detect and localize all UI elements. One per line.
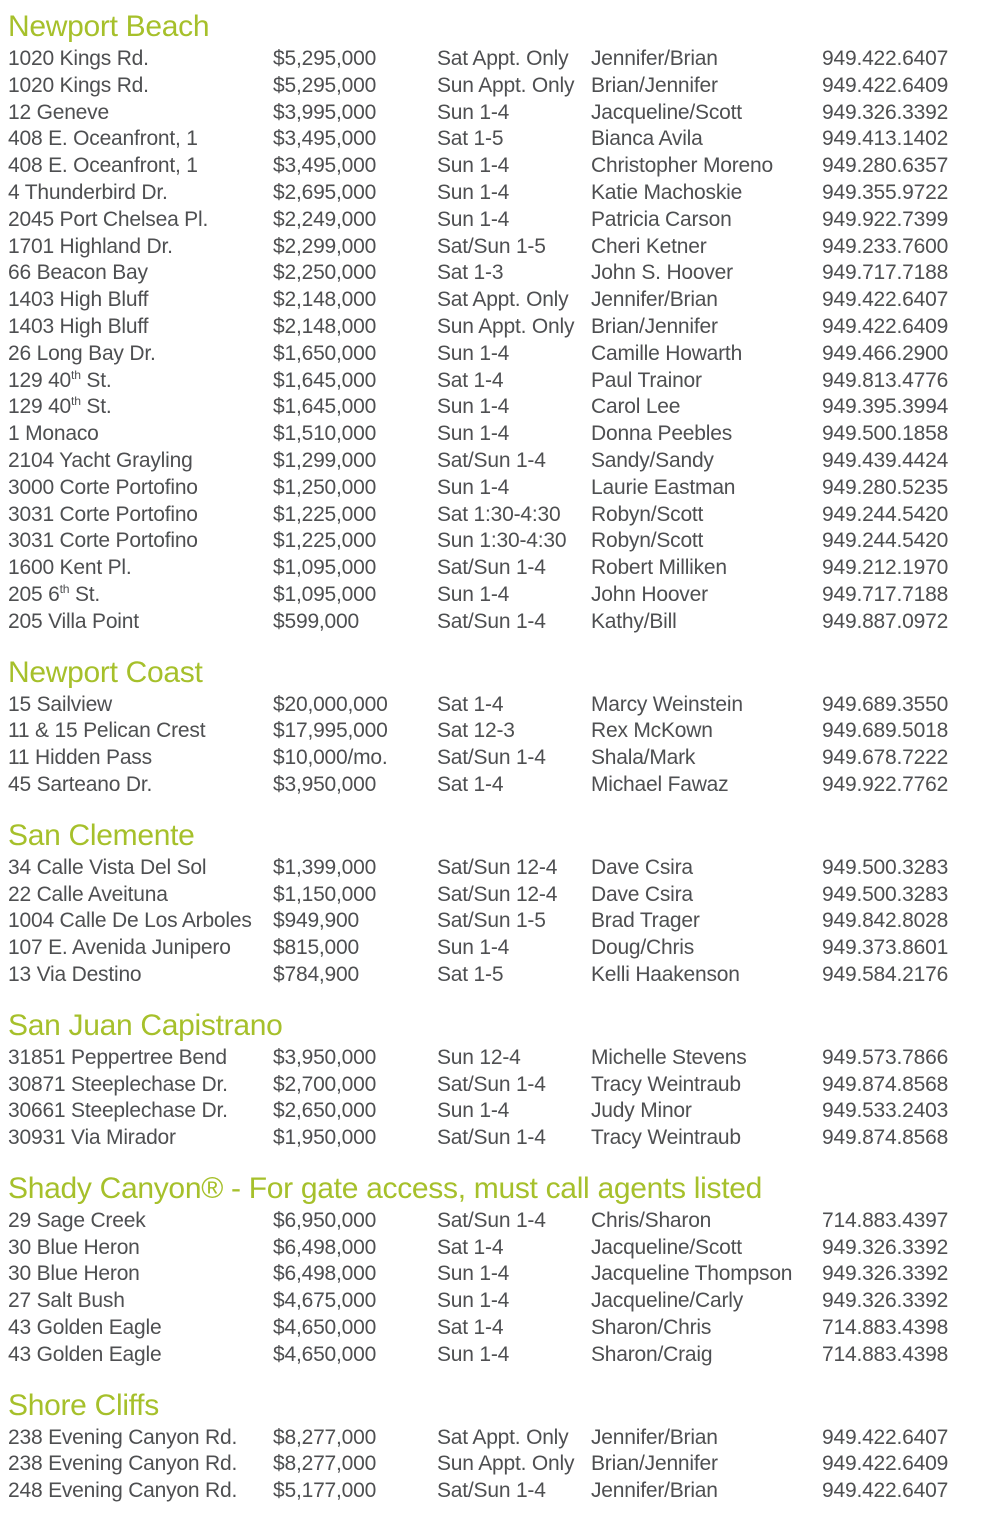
listing-price: $5,295,000	[273, 47, 377, 70]
listing-agent: Chris/Sharon	[591, 1208, 712, 1232]
listing-agent: Dave Csira	[591, 882, 693, 906]
listing-agent: John S. Hoover	[591, 261, 733, 285]
listing-price: $17,995,000	[273, 719, 388, 743]
listing-agent: Judy Minor	[591, 1099, 692, 1123]
listing-address: 1701 Highland Dr.	[8, 234, 173, 258]
listing-time: Sat/Sun 1-4	[437, 1208, 546, 1232]
listing-price: $815,000	[273, 936, 359, 960]
listing-phone: 949.584.2176	[822, 962, 949, 986]
listing-time: Sun 1-4	[437, 422, 510, 446]
listing-address: 3000 Corte Portofino	[8, 475, 198, 499]
listing-phone: 949.842.8028	[822, 909, 949, 933]
listing-time: Sun 1-4	[437, 1289, 510, 1313]
listing-phone: 949.326.3392	[822, 1235, 949, 1259]
listing-price: $949,900	[273, 909, 359, 933]
listing-price: $599,000	[273, 609, 359, 633]
listing-time: Sun 1-4	[437, 180, 510, 204]
listing-agent: Jacqueline/Carly	[591, 1289, 744, 1313]
listing-time: Sat Appt. Only	[437, 1425, 569, 1449]
listing-price: $1,645,000	[273, 395, 377, 419]
listing-agent: Brad Trager	[591, 909, 700, 933]
listing-time: Sat 1-5	[437, 127, 504, 151]
listing-agent: Robyn/Scott	[591, 529, 704, 553]
listing-time: Sat/Sun 12-4	[437, 855, 558, 879]
section-title: San Clemente	[8, 818, 195, 852]
listing-phone: 949.887.0972	[822, 609, 949, 633]
listing-row	[8, 287, 979, 314]
listing-price: $3,950,000	[273, 1045, 377, 1069]
listing-row	[8, 1478, 979, 1505]
listing-address: 12 Geneve	[8, 100, 109, 124]
listing-phone: 949.244.5420	[822, 529, 949, 553]
listing-agent: Rex McKown	[591, 719, 713, 743]
listing-phone: 949.922.7399	[822, 207, 949, 231]
listing-agent: Jacqueline Thompson	[591, 1262, 793, 1286]
listing-agent: Jennifer/Brian	[591, 1479, 718, 1503]
listing-agent: John Hoover	[591, 582, 708, 606]
listing-time: Sat/Sun 1-4	[437, 609, 546, 633]
listing-time: Sat 12-3	[437, 719, 515, 743]
listing-time: Sun 1-4	[437, 475, 510, 499]
listing-price: $1,250,000	[273, 475, 377, 499]
listing-agent: Patricia Carson	[591, 207, 732, 231]
section-title: Newport Beach	[8, 10, 210, 43]
listing-price: $1,150,000	[273, 882, 377, 906]
listing-row	[8, 908, 979, 935]
listing-agent: Bianca Avila	[591, 127, 703, 151]
listing-phone: 949.326.3392	[822, 1289, 949, 1313]
listing-address: 26 Long Bay Dr.	[8, 341, 156, 365]
listing-phone: 714.883.4398	[822, 1316, 949, 1340]
listing-row	[8, 46, 979, 73]
listing-address: 27 Salt Bush	[8, 1289, 125, 1313]
listing-phone: 949.874.8568	[822, 1072, 949, 1096]
listing-address: 3031 Corte Portofino	[8, 529, 198, 553]
listing-price: $6,950,000	[273, 1208, 377, 1232]
listing-phone: 949.813.4776	[822, 368, 949, 392]
listing-row	[8, 1261, 979, 1288]
listing-address: 15 Sailview	[8, 692, 113, 716]
listing-agent: Michael Fawaz	[591, 772, 729, 796]
listing-phone: 949.689.3550	[822, 692, 949, 716]
listing-row	[8, 368, 979, 395]
listing-time: Sat/Sun 1-5	[437, 909, 546, 933]
section-title: Newport Coast	[8, 655, 203, 689]
listing-price: $1,299,000	[273, 448, 377, 472]
listing-address: 30 Blue Heron	[8, 1235, 140, 1259]
listing-row	[8, 855, 979, 882]
listing-phone: 949.326.3392	[822, 100, 949, 124]
listing-agent: Tracy Weintraub	[591, 1126, 741, 1150]
listing-row	[8, 1072, 979, 1099]
listing-agent: Brian/Jennifer	[591, 314, 718, 338]
listing-phone: 949.233.7600	[822, 234, 949, 258]
listing-row	[8, 1342, 979, 1369]
listing-phone: 949.500.3283	[822, 882, 949, 906]
listing-row	[8, 1315, 979, 1342]
listing-row	[8, 1288, 979, 1315]
listing-address: 2104 Yacht Grayling	[8, 448, 193, 472]
listing-time: Sat 1-4	[437, 368, 504, 392]
listing-agent: Doug/Chris	[591, 936, 695, 960]
listing-address: 205 Villa Point	[8, 609, 139, 633]
listing-price: $2,148,000	[273, 288, 377, 312]
listing-phone: 949.422.6407	[822, 288, 949, 312]
listing-address: 238 Evening Canyon Rd.	[8, 1452, 238, 1476]
listing-phone: 949.244.5420	[822, 502, 949, 526]
listing-price: $8,277,000	[273, 1452, 377, 1476]
listing-row	[8, 582, 979, 609]
listing-agent: Tracy Weintraub	[591, 1072, 741, 1096]
listing-time: Sat 1-4	[437, 772, 504, 796]
listing-address: 4 Thunderbird Dr.	[8, 180, 168, 204]
listing-address: 45 Sarteano Dr.	[8, 772, 153, 796]
listing-time: Sun 1:30-4:30	[437, 529, 567, 553]
listing-price: $3,950,000	[273, 772, 377, 796]
listing-row	[8, 528, 979, 555]
listing-time: Sun 1-4	[437, 395, 510, 419]
listing-row	[8, 772, 979, 799]
listing-time: Sun 1-4	[437, 582, 510, 606]
listing-agent: Jennifer/Brian	[591, 288, 718, 312]
listing-price: $10,000/mo.	[273, 746, 388, 770]
listing-address: 248 Evening Canyon Rd.	[8, 1479, 238, 1503]
listing-row	[8, 207, 979, 234]
listing-row	[8, 1125, 979, 1152]
listing-row	[8, 234, 979, 261]
listing-address: 1403 High Bluff	[8, 314, 149, 338]
listing-price: $1,095,000	[273, 556, 377, 580]
listing-agent: Katie Machoskie	[591, 180, 743, 204]
listing-row	[8, 502, 979, 529]
listing-address: 205 6th St.	[8, 581, 101, 606]
listing-row	[8, 314, 979, 341]
listing-row	[8, 935, 979, 962]
listing-price: $2,148,000	[273, 314, 377, 338]
listing-time: Sat 1-4	[437, 1235, 504, 1259]
listing-time: Sun 1-4	[437, 1262, 510, 1286]
listing-section	[8, 1172, 979, 1369]
listing-address: 1403 High Bluff	[8, 288, 149, 312]
listing-phone: 949.500.1858	[822, 422, 949, 446]
listing-time: Sat Appt. Only	[437, 288, 569, 312]
listing-agent: Donna Peebles	[591, 422, 733, 446]
listing-price: $1,095,000	[273, 582, 377, 606]
listing-address: 129 40th St.	[8, 394, 112, 419]
listing-agent: Shala/Mark	[591, 746, 696, 770]
listing-time: Sat/Sun 1-4	[437, 448, 546, 472]
listing-phone: 714.883.4398	[822, 1342, 949, 1366]
listing-row	[8, 609, 979, 636]
listing-agent: Cheri Ketner	[591, 234, 707, 258]
listing-time: Sat 1-5	[437, 962, 504, 986]
listing-time: Sun 1-4	[437, 1099, 510, 1123]
listing-price: $5,177,000	[273, 1479, 377, 1503]
listing-phone: 949.280.6357	[822, 154, 949, 178]
listing-price: $2,695,000	[273, 180, 377, 204]
listing-agent: Brian/Jennifer	[591, 73, 718, 97]
listing-price: $4,650,000	[273, 1316, 377, 1340]
listing-time: Sun 1-4	[437, 936, 510, 960]
listing-price: $1,650,000	[273, 341, 377, 365]
listing-agent: Jennifer/Brian	[591, 47, 718, 70]
listing-address: 66 Beacon Bay	[8, 261, 148, 285]
listing-phone: 949.373.8601	[822, 936, 949, 960]
listing-address: 29 Sage Creek	[8, 1208, 146, 1232]
listing-phone: 949.573.7866	[822, 1045, 949, 1069]
listing-price: $2,700,000	[273, 1072, 377, 1096]
listing-address: 34 Calle Vista Del Sol	[8, 855, 207, 879]
listing-address: 30661 Steeplechase Dr.	[8, 1099, 228, 1123]
section-rows	[8, 692, 979, 799]
listing-phone: 949.422.6409	[822, 73, 949, 97]
listing-price: $2,650,000	[273, 1099, 377, 1123]
listing-row	[8, 882, 979, 909]
listing-address: 408 E. Oceanfront, 1	[8, 154, 198, 178]
listing-phone: 714.883.4397	[822, 1208, 949, 1232]
listing-agent: Camille Howarth	[591, 341, 743, 365]
listing-row	[8, 448, 979, 475]
listing-price: $5,295,000	[273, 73, 377, 97]
listing-price: $2,250,000	[273, 261, 377, 285]
listing-time: Sun 1-4	[437, 207, 510, 231]
listing-row	[8, 555, 979, 582]
listing-address: 129 40th St.	[8, 367, 112, 392]
listing-row	[8, 341, 979, 368]
listing-row	[8, 1045, 979, 1072]
listing-phone: 949.355.9722	[822, 180, 949, 204]
listing-price: $6,498,000	[273, 1262, 377, 1286]
listing-agent: Kelli Haakenson	[591, 962, 740, 986]
listing-price: $8,277,000	[273, 1425, 377, 1449]
listing-agent: Christopher Moreno	[591, 154, 773, 178]
listing-time: Sat Appt. Only	[437, 47, 569, 70]
section-rows	[8, 855, 979, 989]
listing-price: $1,645,000	[273, 368, 377, 392]
listing-time: Sun 1-4	[437, 1342, 510, 1366]
listing-time: Sat/Sun 1-4	[437, 746, 546, 770]
listing-time: Sat 1:30-4:30	[437, 502, 561, 526]
listing-price: $3,495,000	[273, 127, 377, 151]
listing-phone: 949.689.5018	[822, 719, 949, 743]
listing-address: 13 Via Destino	[8, 962, 142, 986]
listing-row	[8, 745, 979, 772]
listing-address: 30 Blue Heron	[8, 1262, 140, 1286]
listing-price: $1,225,000	[273, 529, 377, 553]
listing-agent: Michelle Stevens	[591, 1045, 747, 1069]
listing-phone: 949.422.6409	[822, 314, 949, 338]
listing-time: Sun Appt. Only	[437, 314, 575, 338]
listing-price: $6,498,000	[273, 1235, 377, 1259]
listing-phone: 949.439.4424	[822, 448, 949, 472]
listing-price: $784,900	[273, 962, 359, 986]
listing-price: $20,000,000	[273, 692, 388, 716]
listing-phone: 949.874.8568	[822, 1126, 949, 1150]
listing-row	[8, 260, 979, 287]
listing-time: Sun 12-4	[437, 1045, 521, 1069]
listing-address: 1 Monaco	[8, 422, 99, 446]
listing-row	[8, 1098, 979, 1125]
listing-row	[8, 180, 979, 207]
listing-address: 43 Golden Eagle	[8, 1316, 162, 1340]
listing-agent: Sharon/Chris	[591, 1316, 712, 1340]
listing-agent: Paul Trainor	[591, 368, 702, 392]
listing-address: 43 Golden Eagle	[8, 1342, 162, 1366]
listing-row	[8, 100, 979, 127]
listing-agent: Jennifer/Brian	[591, 1425, 718, 1449]
section-rows	[8, 1425, 979, 1505]
listing-agent: Jacqueline/Scott	[591, 1235, 742, 1259]
listing-phone: 949.326.3392	[822, 1262, 949, 1286]
listing-agent: Robyn/Scott	[591, 502, 704, 526]
listing-time: Sun 1-4	[437, 100, 510, 124]
listing-phone: 949.500.3283	[822, 855, 949, 879]
listing-phone: 949.280.5235	[822, 475, 949, 499]
listing-phone: 949.422.6407	[822, 1425, 949, 1449]
listing-price: $3,995,000	[273, 100, 377, 124]
listing-address: 22 Calle Aveituna	[8, 882, 168, 906]
listing-agent: Carol Lee	[591, 395, 681, 419]
listing-address: 30931 Via Mirador	[8, 1126, 176, 1150]
listing-time: Sat 1-3	[437, 261, 504, 285]
listing-price: $4,675,000	[273, 1289, 377, 1313]
section-title: Shore Cliffs	[8, 1388, 159, 1422]
listing-section	[8, 1389, 979, 1505]
listing-agent: Brian/Jennifer	[591, 1452, 718, 1476]
listing-phone: 949.422.6407	[822, 47, 949, 70]
section-title: San Juan Capistrano	[8, 1008, 283, 1042]
listing-row	[8, 1208, 979, 1235]
listing-price: $1,399,000	[273, 855, 377, 879]
listing-time: Sat/Sun 1-4	[437, 1072, 546, 1096]
listing-row	[8, 394, 979, 421]
listing-address: 238 Evening Canyon Rd.	[8, 1425, 238, 1449]
listing-address: 30871 Steeplechase Dr.	[8, 1072, 228, 1096]
listing-phone: 949.422.6407	[822, 1479, 949, 1503]
listing-phone: 949.922.7762	[822, 772, 949, 796]
listing-row	[8, 1451, 979, 1478]
listing-agent: Kathy/Bill	[591, 609, 677, 633]
listing-phone: 949.466.2900	[822, 341, 949, 365]
listing-address: 11 Hidden Pass	[8, 746, 152, 770]
listing-address: 1020 Kings Rd.	[8, 73, 149, 97]
listing-phone: 949.678.7222	[822, 746, 949, 770]
listing-time: Sat/Sun 1-4	[437, 1126, 546, 1150]
listing-price: $2,249,000	[273, 207, 377, 231]
listing-row	[8, 421, 979, 448]
listing-section	[8, 10, 979, 636]
listing-agent: Jacqueline/Scott	[591, 100, 742, 124]
listing-row	[8, 718, 979, 745]
listing-time: Sat/Sun 1-5	[437, 234, 546, 258]
listing-agent: Sharon/Craig	[591, 1342, 713, 1366]
listing-address: 3031 Corte Portofino	[8, 502, 198, 526]
listing-phone: 949.395.3994	[822, 395, 949, 419]
listing-section	[8, 1009, 979, 1152]
listing-agent: Dave Csira	[591, 855, 693, 879]
listing-price: $1,950,000	[273, 1126, 377, 1150]
listing-price: $3,495,000	[273, 154, 377, 178]
listing-phone: 949.422.6409	[822, 1452, 949, 1476]
listing-time: Sat/Sun 1-4	[437, 1479, 546, 1503]
section-rows	[8, 1045, 979, 1152]
listing-address: 408 E. Oceanfront, 1	[8, 127, 198, 151]
listing-time: Sat 1-4	[437, 1316, 504, 1340]
section-rows	[8, 1208, 979, 1369]
listing-phone: 949.212.1970	[822, 556, 949, 580]
listing-time: Sat/Sun 1-4	[437, 556, 546, 580]
listing-price: $1,510,000	[273, 422, 377, 446]
listing-time: Sun 1-4	[437, 154, 510, 178]
listing-row	[8, 153, 979, 180]
listing-row	[8, 1425, 979, 1452]
listing-phone: 949.717.7188	[822, 582, 949, 606]
listing-phone: 949.413.1402	[822, 127, 949, 151]
listing-row	[8, 1235, 979, 1262]
listing-address: 1004 Calle De Los Arboles	[8, 909, 252, 933]
listing-agent: Sandy/Sandy	[591, 448, 714, 472]
listing-address: 2045 Port Chelsea Pl.	[8, 207, 209, 231]
listing-address: 11 & 15 Pelican Crest	[8, 719, 206, 743]
listing-price: $1,225,000	[273, 502, 377, 526]
section-rows	[8, 46, 979, 636]
listing-address: 107 E. Avenida Junipero	[8, 936, 231, 960]
listing-time: Sat/Sun 12-4	[437, 882, 558, 906]
listing-time: Sun Appt. Only	[437, 73, 575, 97]
listing-section	[8, 656, 979, 799]
listing-row	[8, 692, 979, 719]
listing-address: 31851 Peppertree Bend	[8, 1045, 227, 1069]
listing-row	[8, 126, 979, 153]
listing-row	[8, 962, 979, 989]
listing-time: Sat 1-4	[437, 692, 504, 716]
listing-row	[8, 73, 979, 100]
listing-phone: 949.533.2403	[822, 1099, 949, 1123]
listing-address: 1020 Kings Rd.	[8, 47, 149, 70]
listing-agent: Laurie Eastman	[591, 475, 736, 499]
listing-time: Sun 1-4	[437, 341, 510, 365]
listing-section	[8, 819, 979, 989]
listing-row	[8, 475, 979, 502]
listing-time: Sun Appt. Only	[437, 1452, 575, 1476]
listing-phone: 949.717.7188	[822, 261, 949, 285]
section-title: Shady Canyon® - For gate access, must call agents listed	[8, 1171, 763, 1205]
listing-agent: Marcy Weinstein	[591, 692, 743, 716]
listing-address: 1600 Kent Pl.	[8, 556, 132, 580]
listing-agent: Robert Milliken	[591, 556, 727, 580]
listing-price: $4,650,000	[273, 1342, 377, 1366]
listing-price: $2,299,000	[273, 234, 377, 258]
